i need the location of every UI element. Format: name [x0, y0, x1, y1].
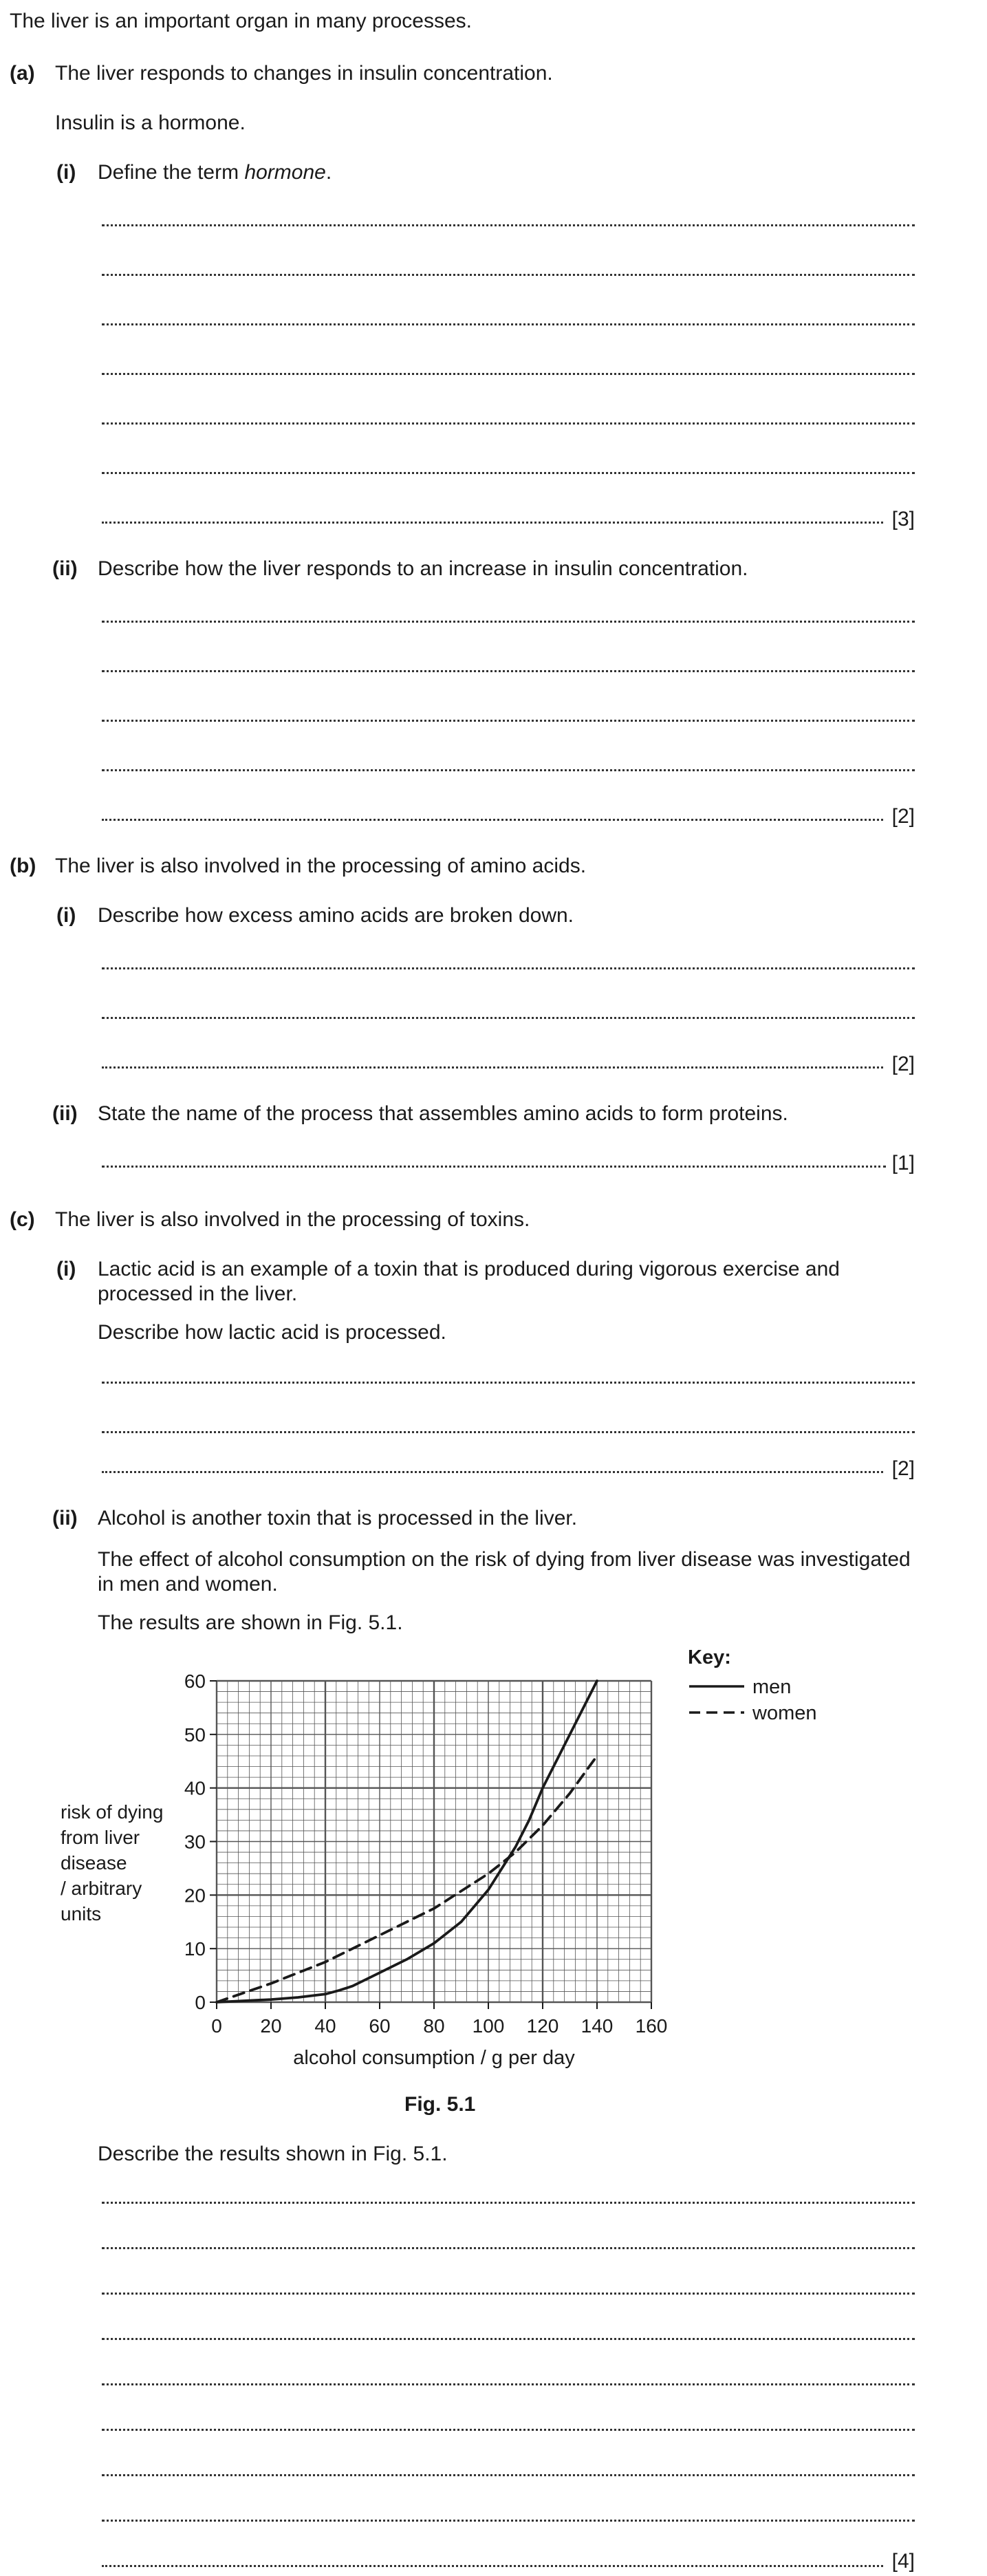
marks-badge: [2]	[891, 1457, 915, 1480]
x-axis-label: alcohol consumption / g per day	[293, 2047, 575, 2069]
answer-line[interactable]	[102, 720, 915, 722]
part-c-ii-results: The results are shown in Fig. 5.1.	[98, 1611, 403, 1634]
part-c-label: (c)	[10, 1208, 35, 1231]
y-tick-label: 40	[184, 1777, 206, 1799]
legend-title: Key:	[688, 1646, 731, 1668]
y-tick-label: 30	[184, 1831, 206, 1853]
figure-5-1-chart	[0, 1638, 987, 2119]
part-b-i-label: (i)	[56, 904, 76, 927]
answer-line[interactable]	[102, 2293, 915, 2295]
chart-ticks	[184, 1671, 668, 2037]
answer-line[interactable]	[102, 2338, 915, 2340]
answer-line[interactable]	[102, 1066, 883, 1069]
answer-line[interactable]	[102, 472, 915, 474]
marks-badge: [2]	[891, 1053, 915, 1075]
x-tick-label: 80	[423, 2015, 445, 2037]
x-tick-label: 40	[314, 2015, 336, 2037]
part-b-ii-label: (ii)	[52, 1102, 78, 1125]
part-c-i-text-line2: processed in the liver.	[98, 1282, 298, 1305]
legend-women-label: women	[752, 1702, 817, 1724]
part-a-i-question: Define the term hormone.	[98, 161, 332, 184]
answer-line[interactable]	[102, 1166, 886, 1168]
y-axis-label-line: risk of dying	[61, 1801, 164, 1823]
x-tick-label: 60	[369, 2015, 391, 2037]
x-tick-label: 0	[211, 2015, 222, 2037]
part-a-subtext: Insulin is a hormone.	[55, 111, 246, 134]
figure-caption: Fig. 5.1	[404, 2093, 476, 2116]
answer-line[interactable]	[102, 769, 915, 771]
answer-line[interactable]	[102, 819, 883, 821]
answer-line[interactable]	[102, 670, 915, 672]
x-tick-label: 140	[581, 2015, 614, 2037]
part-b-i-question: Describe how excess amino acids are broken down.	[98, 904, 574, 927]
part-c-ii-prompt: Describe the results shown in Fig. 5.1.	[98, 2143, 448, 2165]
y-axis-label	[61, 1801, 163, 1924]
x-tick-label: 120	[526, 2015, 559, 2037]
answer-line[interactable]	[102, 967, 915, 969]
y-axis-label-line: disease	[61, 1852, 127, 1874]
marks-badge: [4]	[891, 2550, 915, 2573]
y-axis-label-line: / arbitrary	[61, 1878, 142, 1899]
part-b-label: (b)	[10, 855, 36, 877]
part-c-ii-para-line1: The effect of alcohol consumption on the risk of dying from liver disease was investigated	[98, 1548, 911, 1571]
part-b-ii-question: State the name of the process that assembles amino acids to form proteins.	[98, 1102, 788, 1125]
answer-line[interactable]	[102, 2474, 915, 2476]
x-tick-label: 160	[635, 2015, 668, 2037]
part-c-i-prompt: Describe how lactic acid is processed.	[98, 1321, 446, 1344]
y-tick-label: 50	[184, 1724, 206, 1746]
x-tick-label: 20	[260, 2015, 282, 2037]
answer-line[interactable]	[102, 2202, 915, 2204]
answer-line[interactable]	[102, 422, 915, 425]
y-tick-label: 0	[195, 1992, 206, 2013]
part-c-ii-label: (ii)	[52, 1507, 78, 1530]
part-c-i-text-line1: Lactic acid is an example of a toxin that is produced during vigorous exercise and	[98, 1258, 840, 1280]
part-c-ii-para-line2: in men and women.	[98, 1573, 278, 1596]
marks-badge: [1]	[891, 1152, 915, 1174]
answer-line[interactable]	[102, 274, 915, 276]
marks-badge: [2]	[891, 805, 915, 828]
part-a-ii-label: (ii)	[52, 557, 78, 580]
answer-line[interactable]	[102, 1431, 915, 1433]
marks-badge: [3]	[891, 508, 915, 530]
answer-line[interactable]	[102, 224, 915, 226]
y-axis-label-line: units	[61, 1903, 102, 1924]
answer-line[interactable]	[102, 522, 883, 524]
part-a-text: The liver responds to changes in insulin concentration.	[55, 62, 553, 85]
legend-men-label: men	[752, 1676, 792, 1698]
answer-line[interactable]	[102, 2565, 883, 2567]
part-c-ii-text: Alcohol is another toxin that is processed in the liver.	[98, 1507, 578, 1530]
part-c-text: The liver is also involved in the processing of toxins.	[55, 1208, 530, 1231]
answer-line[interactable]	[102, 2247, 915, 2249]
answer-line[interactable]	[102, 373, 915, 375]
answer-line[interactable]	[102, 621, 915, 623]
part-a-i-label: (i)	[56, 161, 76, 184]
answer-line[interactable]	[102, 2429, 915, 2431]
answer-line[interactable]	[102, 2383, 915, 2385]
answer-line[interactable]	[102, 1471, 883, 1473]
intro-text: The liver is an important organ in many processes.	[10, 10, 472, 32]
part-a-label: (a)	[10, 62, 35, 85]
part-c-i-label: (i)	[56, 1258, 76, 1280]
answer-line[interactable]	[102, 323, 915, 325]
y-tick-label: 20	[184, 1885, 206, 1907]
y-tick-label: 10	[184, 1938, 206, 1960]
answer-line[interactable]	[102, 2520, 915, 2522]
answer-line[interactable]	[102, 1017, 915, 1019]
y-tick-label: 60	[184, 1671, 206, 1692]
y-axis-label-line: from liver	[61, 1827, 140, 1848]
part-a-ii-question: Describe how the liver responds to an increase in insulin concentration.	[98, 557, 748, 580]
x-tick-label: 100	[472, 2015, 505, 2037]
answer-line[interactable]	[102, 1382, 915, 1384]
part-b-text: The liver is also involved in the processing of amino acids.	[55, 855, 587, 877]
